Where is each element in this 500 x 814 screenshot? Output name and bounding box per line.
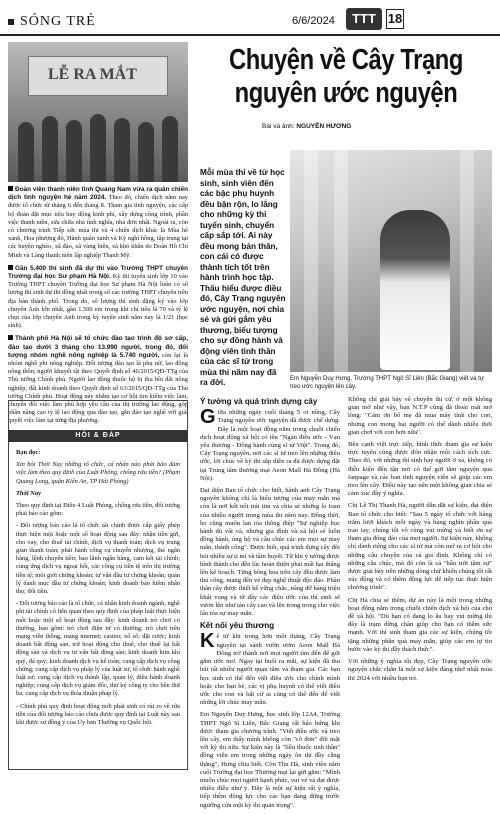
person-silhouette <box>42 116 58 182</box>
article-column-2 <box>348 396 492 687</box>
article-paragraph: Chị Hà chia sẻ thêm, dự án này là một trong những hoạt động nằm trong chuỗi chiến dịch xã hội của chủ đề xã hội. "Dù bạn có đang lo âu hay vui mừng thì đây là trạm dừng chân giúp cho bạn có thêm sức mạnh. Với thí sinh tham gia các sự kiện, chúng tôi tặng những phần quà may mắn, giúp các em tự tin bước vào kỳ thi đầy thách thức". <box>348 596 492 653</box>
bullet-icon <box>8 19 14 25</box>
qa-question: Xin hỏi Thời Nay những tổ chức, cá nhân nào phải bảo đảm việc làm theo quy định của Luật Phòng, chống rửa tiền? (Phạm Quang Long, quận Kiến An, TP Hải Phòng) <box>16 461 180 485</box>
news-brief: Gần 5.400 thí sinh đã dự thi vào Trường THPT chuyên Trường đại học Sư phạm Hà Nội. Kỳ thi tuyển sinh lớp 10 vào Trường THPT chuyên Trường đại học Sư phạm Hà Nội luôn có số lượng thí sinh dự thi đông nhất trong số các trường THPT chuyên trên địa bàn thành phố. Trong đó, số lượng thí sinh đăng ký vào lớp chuyên Anh lớn nhất, gần 1.500 em trong khi chỉ tiêu là 70 và tỷ lệ chọi của lớp chuyên Anh trong kỳ tuyển sinh năm nay là 1/21 (học sinh). <box>8 264 188 330</box>
decor-stripe <box>460 150 474 372</box>
qa-paragraph: - Đối tượng báo cáo là tổ chức tài chính được cấp giấy phép thực hiện một hoặc một số hoạt động sau đây: nhận tiền gửi, cho vay, cho thuê tài chính, dịch vụ thanh toán; dịch vụ trung gian thanh toán; phát hành công cụ chuyển nhượng, thẻ ngân hàng, lệnh chuyển tiền; bao lãnh ngân hàng, cam kết tài chính; cung ứng dịch vụ ngoại hối, các công cụ tiền tệ trên thị trường tiền tệ; môi giới chứng khoán; tư vấn đầu tư chứng khoán; quản lý danh mục đầu tư chứng khoán; kinh doanh bảo hiểm nhân thọ; đổi tiền. <box>16 522 180 596</box>
article-paragraph: Chị Lê Thị Thanh Hà, người dẫn dắt sự kiện, đại diện Ban tổ chức cho biết: "Sau 5 ngày tổ chức với hàng trăm lượt khách mỗi ngày và hàng nghìn phần quà trao tay, chúng tôi vô cùng vui mừng và biết ơn sự tham gia đông đảo của mọi người. Sự kiện này, không chỉ dành riêng cho các sĩ tử mà còn mở ra cơ hội cho những câu chuyện của cả gia đình. Không chỉ có những câu chúc, mà đó còn là cả "bầu trời tâm sự" được giải bày trên những dòng chữ khiến chúng tôi rất xúc động và có thêm động lực để tiếp tục thực hiện chương trình". <box>348 502 492 592</box>
article-paragraph: Kể từ khi trong hơn một tháng, Cây Trạng nguyên tại sảnh vườn ươm Aeon Mall Hà Đông trở thành nơi mọi người tìm đến để gửi gắm ước mơ. Ngay tại buổi ra mắt, sự kiện đã thu hút rất nhiều người quan tâm và tham gia. Các bạn học sinh có thể đến viết điều ước cho chính mình hoặc cho bạn bè, các vị phụ huynh có thể viết điều ước cho con và bất cứ ai cũng có thể đến để viết những lời chúc may mắn. <box>200 630 340 707</box>
square-bullet-icon <box>8 265 13 270</box>
article-paragraph: Với những ý nghĩa tốt đẹp, Cây Trạng nguyên ước nguyện chắc chắn là một sự kiện đáng nhớ nhất mùa thi 2024 với nhiều bạn trẻ. <box>348 658 492 682</box>
person-silhouette <box>162 116 178 182</box>
qa-greeting: Bạn đọc: <box>16 449 41 456</box>
dropcap: G <box>200 406 216 429</box>
decor-stripe <box>304 150 318 372</box>
news-briefs <box>8 186 188 431</box>
qa-box <box>8 400 188 770</box>
section-heading: Ý tưởng và quá trình dựng cây <box>200 397 318 406</box>
student-figure <box>380 210 450 370</box>
issue-date: 6/6/2024 <box>292 15 335 27</box>
qa-tag: HỎI & ĐÁP <box>8 430 188 442</box>
page-header <box>0 0 500 38</box>
article-paragraph: Bên cạnh việt trực tiếp, hình thức tham gia sự kiện trực tuyến cũng được đón nhận một cách tích cực. Theo đó, với những thí sinh hay người ở xa, không có điều kiện đến tận nơi có thể gửi tâm nguyện qua fanpage và các ban tình nguyện viên sẽ giúp các em treo lên cây. Điều này tạo nên một không gian chia sẻ cảm xúc đầy ý nghĩa. <box>348 441 492 498</box>
byline: Bài và ảnh: NGUYỄN HƯƠNG <box>262 123 352 130</box>
square-bullet-icon <box>8 186 13 191</box>
event-banner-text: LỄ RA MẮT <box>48 66 137 83</box>
header-rule <box>0 34 500 36</box>
article-photo <box>290 150 492 372</box>
qa-paragraph: - Chính phủ quy định hoạt động mới phát sinh có rủi ro về rửa tiền của đối tượng báo cáo chưa được quy định tại Luật này sau khi được sự đồng ý của Ủy ban Thường vụ Quốc hội. <box>16 702 180 727</box>
decor-stripe <box>334 150 348 372</box>
event-photo <box>8 42 188 182</box>
person-silhouette <box>138 122 154 182</box>
article-paragraph: Em Nguyễn Duy Hưng, học sinh lớp 12A4, Trường THPT Ngô Sĩ Liên, Bắc Giang rất háo hứng khi được tham gia chương trình. "Viết điều ước và treo lên cây, em thấy mình không còn "cô đơn" đối mặt với kỳ thi nữa. Sự kiện này là "liều thuốc tinh thần" đồng viên em trong những ngày ôn thi đầy căng thẳng", Hưng chia biết. Còn Thu Hà, sinh viên năm cuối Trường đại học Thương mại lại gửi gắm: "Mình muốn chúc mọi người hạnh phúc, vui vẻ và đạt được nhiều điều như ý. Đây là một sự kiện rất ý nghĩa, tiếp thêm động lực cho các bạn đang đứng trước ngưỡng cửa một kỳ thi quan trọng". <box>200 711 340 809</box>
article-lead: Mỗi mùa thi về từ học sinh, sinh viên đến các bậc phụ huynh đều bận rộn, lo lắng cho những kỳ thi tuyển sinh, chuyển cấp sắp tới. Ai này đều mong bản thân, con cái có được thành tích tốt trên hành trình học tập. Thấu hiểu được điều đó, Cây Trạng nguyên ước nguyện, nơi chia sẻ và gửi gắm yêu thương, biểu tượng cho sự đồng hành và động viên tinh thần của các sĩ tử trong mùa thi năm nay đã ra đời. <box>200 168 286 387</box>
person-silhouette <box>114 118 130 182</box>
person-silhouette <box>66 120 82 182</box>
article-column-1 <box>200 396 340 814</box>
photo-caption: Em Nguyễn Duy Hưng, Trường THPT Ngô Sĩ Liên (Bắc Giang) viết và tự treo ước nguyện lên cây. <box>290 376 484 390</box>
section-name: SÓNG TRẺ <box>8 14 96 30</box>
news-brief: Thành phố Hà Nội sẽ tổ chức đào tạo trình độ sơ cấp, đào tạo dưới 3 tháng cho 13.990 người, trong đó, đối tượng nhóm nghề nông nghiệp là 5.740 người, còn lại là nhóm nghề phi nông nghiệp. Đối tượng đào tạo là phụ nữ, lao động nông thôn, người khuyết tật theo Quyết định số 46/2015/QĐ-TTg của Thủ tướng Chính phủ. Người lao động thuộc hộ bị thu hồi đất nông nghiệp, đất kinh doanh theo Quyết định số 63/2015/QĐ-TTg của Thủ tướng Chính phủ. Hoạt động này nhằm tạo cơ hội tìm kiếm việc làm, chuyển đổi việc làm phù hợp yêu cầu của thị trường lao động, góp phần nâng cao tỷ lệ lao động qua đào tạo, gắn đào tạo nghề với giải quyết việc làm tại từng địa phương. <box>8 335 188 425</box>
person-silhouette <box>90 114 106 182</box>
section-heading: Kết nối yêu thương <box>200 621 275 631</box>
qa-paragraph: Theo quy định tại Điều 4 Luật Phòng, chống rửa tiền, đối tượng phải báo cáo gồm: <box>16 502 180 518</box>
qa-paragraph: - Đối tượng báo cáo là tổ chức, cá nhân kinh doanh ngành, nghề phi tài chính có liên quan theo quy định của pháp luật thực hiện một hoặc một số hoạt động sau đây: kinh doanh trò chơi có thưởng, bao gồm: trò chơi điện tử có thưởng; trò chơi trên mạng viễn thông, mạng internet; casino; xổ số; đặt cược; kinh doanh bất động sản, trừ hoạt động cho thuê, cho thuê lại bất động sản và dịch vụ tư vấn bất động sản; kinh doanh kim khí quý, đá quý; kinh doanh dịch vụ kế toán; cung cấp dịch vụ công chứng; cung cấp dịch vụ pháp lý của luật sư, tổ chức hành nghề luật sư; cung cấp dịch vụ thành lập, quản lý, điều hành doanh nghiệp; cung cấp dịch vụ giám đốc, thư ký công ty cho bên thứ ba; cung cấp dịch vụ thỏa thuận pháp lý. <box>16 600 180 698</box>
article-paragraph: Giữa những ngày cuối tháng 5 oi nồng, Cây Trạng nguyên ước nguyện đã được chế dựng. Đây là một hoạt động nằm trong chuỗi chiến dịch hoạt động xã hội có tên "Ngàn điều ước - Vạn yêu thương - Đồng hành cùng sĩ tử Việt". Trong đó, Cây Trạng nguyên, nơi các sĩ tử treo lên những điều ước, lời chúc về kỳ thi sắp diễn ra đã được dựng đặt tại Trung tâm thương mại Aeon Mall Hà Đông (Hà Nội). <box>200 406 340 482</box>
article-paragraph: Đại diện Ban tổ chức cho biết, hành anh Cây Trạng nguyên không chỉ là biểu tượng của may mắn mà còn là nơi kết nối trái tim và chia sẻ những lo toan của nhiều người trong mùa thi năm nay. Đồng thời, họ cũng muốn lan tỏa thông điệp "Sự nghiệp học hành dù vất vả, nhưng gia đình và xã hội sẽ luôn đồng hành, ủng hộ và cầu chúc các em mọi sự may mắn, thành công". Được biết, quá trình dựng cây đòi hỏi nhiều sự tỉ mỉ và tâm huyết. Từ khi ý tưởng được hình thành cho đến lúc hoàn thiện phải mất hai tháng lên kế hoạch. Từng bông hoa trên cây đều được làm thủ công, mang đến vẻ đẹp nghệ thuật độc đáo. Phần thân cây được thiết kế vững chắc, nâng đỡ hàng triệu khát vọng và từ đây các điều ước của thí sinh sẽ vươn lên như tán cây cao và lên trong trong cho việc lấn tỏa sự may mắn. <box>200 487 341 618</box>
article-title: Chuyện về Cây Trạng nguyên ước nguyện <box>228 44 464 109</box>
page-number: 18 <box>386 9 404 29</box>
news-brief: Đoàn viên thanh niên tỉnh Quảng Nam vừa ra quân chiến dịch tình nguyện hè năm 2024. Theo đó, chiến dịch năm nay được tổ chức từ tháng 6 đến tháng 8. Tham gia tình nguyện, các cấp bộ đoàn đặt mục tiêu huy động kinh phí, xây dựng công trình, phần việc thanh niên, sửa chữa nhà tình nghĩa, nhà đơn nhất. Ngoài ra, còn có chương trình Tiếp sức mùa thi và 4 chiến dịch khác là Mùa hè xanh, Hoa phượng đỏ, Hành quân xanh và Kỳ nghỉ hồng, tập trung tại các huyện nghèo, xã đảo, xã vùng biên, xã khó khăn do Đoàn Hồ Chí Minh và Làng thanh niên lập nghiệp Thạnh Mỹ. <box>8 186 188 259</box>
square-bullet-icon <box>8 335 13 340</box>
publication-logo: TTT <box>346 8 382 30</box>
person-silhouette <box>18 122 34 182</box>
qa-answer-label: Thời Nay <box>16 489 41 497</box>
article-paragraph: Không chỉ giải bày về chuyện thi cử, ở một không gian mở như vậy, bạn N.T.P cũng đã thoải mái mở lòng: "Cảm ơn bố mẹ đã mua máy tính cho con, nhưng con mong hai người có thể dành nhiều thời gian chơi với con hơn nữa". <box>348 396 492 436</box>
dropcap: K <box>200 630 215 653</box>
